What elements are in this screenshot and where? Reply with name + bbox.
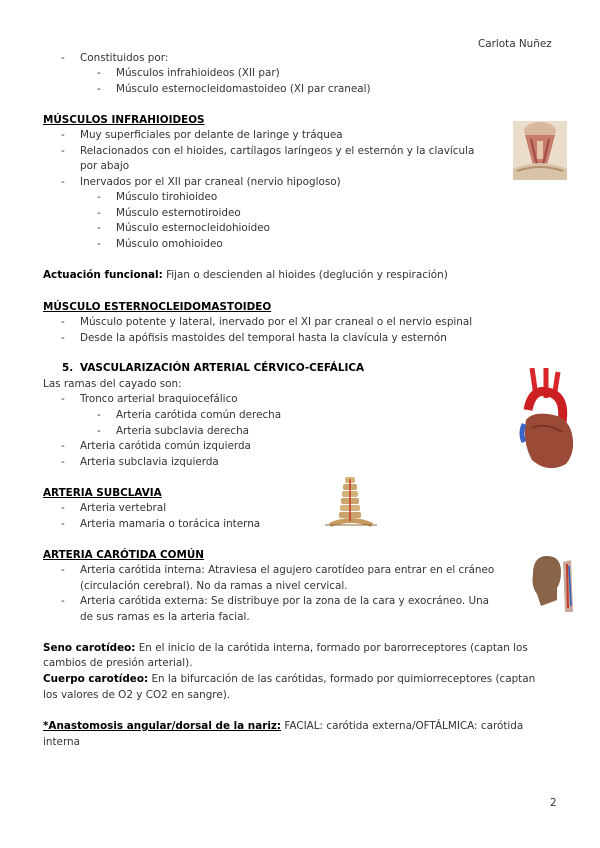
actuacion-text: Fijan o descienden al hioides (deglución y respiración) — [162, 269, 448, 281]
cuerpo-text: En la bifurcación de las carótidas, formado por quimiorreceptores (captan — [148, 673, 536, 685]
anastomosis-line2: interna — [43, 736, 80, 748]
anastomosis-text: FACIAL: carótida externa/OFTÁLMICA: carótida — [281, 720, 524, 732]
page-number: 2 — [550, 797, 557, 809]
infrahioideos-p2-cont: por abajo — [80, 160, 130, 172]
aortic-arch-image — [518, 368, 576, 474]
seno-line2: cambios de presión arterial). — [43, 657, 193, 669]
seno-line1 — [43, 641, 528, 656]
neck-muscles-image — [513, 121, 567, 180]
vasc-tronco-sub-2: - Arteria subclavia derecha — [116, 424, 249, 439]
subclavia-item-1: - Arteria vertebral — [80, 501, 166, 516]
subclavia-item-2: - Arteria mamaria o torácica interna — [80, 517, 260, 532]
anastomosis-line1 — [43, 719, 523, 734]
infrahioideos-heading: MÚSCULOS INFRAHIOIDEOS — [43, 114, 205, 126]
intro-item-1: - Músculos infrahioideos (XII par) — [116, 66, 280, 81]
actuacion-line — [43, 268, 448, 283]
cuerpo-label: Cuerpo carotídeo: — [43, 673, 149, 685]
head-carotid-image — [527, 554, 573, 612]
intro-item-2: - Músculo esternocleidomastoideo (XI par craneal) — [116, 82, 371, 97]
actuacion-label: Actuación funcional: — [43, 269, 163, 281]
cervical-spine-image — [325, 475, 377, 531]
subclavia-heading: ARTERIA SUBCLAVIA — [43, 487, 162, 499]
ecm-p1: - Músculo potente y lateral, inervado por el XI par craneal o el nervio espinal — [80, 315, 472, 330]
vasc-tronco: - Tronco arterial braquiocefálico — [80, 392, 238, 407]
infrahioideos-sub-4: - Músculo omohioideo — [116, 237, 223, 252]
carotida-int-line1: - Arteria carótida interna: Atraviesa el agujero carotídeo para entrar en el cráneo — [80, 563, 494, 578]
carotida-ext-line2: de sus ramas es la arteria facial. — [80, 611, 250, 623]
infrahioideos-p1: - Muy superficiales por delante de laringe y tráquea — [80, 128, 343, 143]
author-name: Carlota Nuñez — [478, 38, 552, 50]
infrahioideos-p2: - Relacionados con el hioides, cartílagos laríngeos y el esternón y la clavícula — [80, 144, 474, 159]
seno-text: En el inicio de la carótida interna, formado por barorreceptores (captan los — [135, 642, 528, 654]
vasc-tronco-sub-1: - Arteria carótida común derecha — [116, 408, 281, 423]
vasc-intro: Las ramas del cayado son: — [43, 378, 182, 390]
vasc-heading: VASCULARIZACIÓN ARTERIAL CÉRVICO-CEFÁLICA — [80, 362, 364, 374]
vasc-p2: - Arteria carótida común izquierda — [80, 439, 251, 454]
infrahioideos-sub-2: - Músculo esternotiroideo — [116, 206, 241, 221]
carotida-int-line2: (circulación cerebral). No da ramas a nivel cervical. — [80, 580, 348, 592]
infrahioideos-sub-1: - Músculo tirohioideo — [116, 190, 217, 205]
constituted-text: - Constituidos por: — [80, 51, 168, 66]
vasc-number: 5. — [62, 362, 74, 374]
cuerpo-line1 — [43, 672, 535, 687]
vasc-p3: - Arteria subclavia izquierda — [80, 455, 219, 470]
infrahioideos-p3: - Inervados por el XII par craneal (nervio hipogloso) — [80, 175, 341, 190]
cuerpo-line2: los valores de O2 y CO2 en sangre). — [43, 689, 231, 701]
ecm-p2: - Desde la apófisis mastoides del temporal hasta la clavícula y esternón — [80, 331, 447, 346]
seno-label: Seno carotídeo: — [43, 642, 136, 654]
carotida-heading: ARTERIA CARÓTIDA COMÚN — [43, 549, 204, 561]
anastomosis-label: *Anastomosis angular/dorsal de la nariz: — [43, 720, 282, 732]
infrahioideos-sub-3: - Músculo esternocleidohioideo — [116, 221, 270, 236]
carotida-ext-line1: - Arteria carótida externa: Se distribuye por la zona de la cara y exocráneo. Una — [80, 594, 489, 609]
ecm-heading: MÚSCULO ESTERNOCLEIDOMASTOIDEO — [43, 301, 272, 313]
